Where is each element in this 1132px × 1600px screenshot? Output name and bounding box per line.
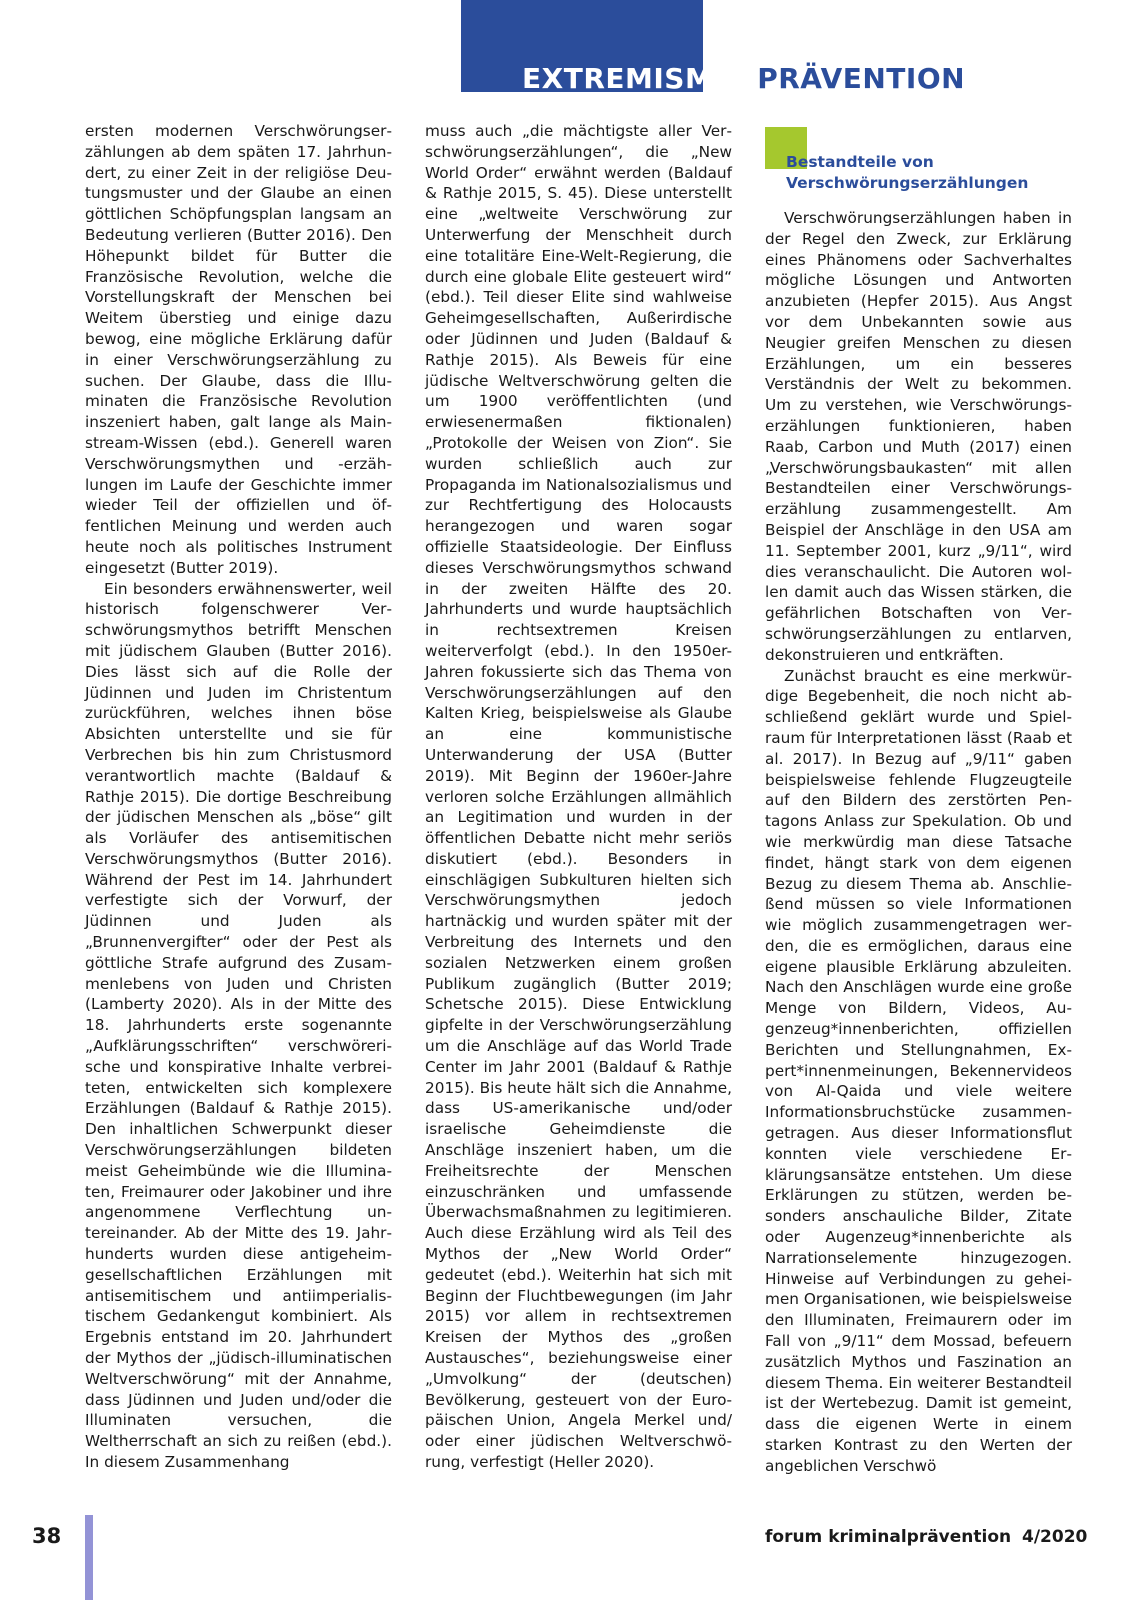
text-column-3 — [765, 208, 1072, 1477]
section-title-part1: EXTREMISMUS — [522, 62, 758, 95]
footer-accent-bar — [85, 1515, 93, 1600]
paragraph: ersten modernen Verschwörungserzählungen ab dem späten 17. Jahrhundert, zu einer Zeit in der religiöse Deutungsmuster und der Glaube an einen göttlichen Schöpfungsplan langsam an Bedeutung verlieren (Butter 2016). Den Höhepunkt bildet für Butter die Französische Revolution, welche die Vorstellungskraft der Menschen bei Weitem überstieg und einige dazu bewog, eine mögliche Erklärung dafür in einer Verschwörungserzählung zu suchen. Der Glaube, dass die Illuminaten die Französische Revolution inszeniert haben, galt lange als Mainstream-Wissen (ebd.). Generell waren Verschwörungsmythen und -erzählungen im Laufe der Geschichte immer wieder Teil der offiziellen und öffentlichen Meinung und werden auch heute noch als politisches Instrument eingesetzt (Butter 2019). — [85, 122, 392, 577]
paragraph: Ein besonders erwähnenswerter, weil historisch folgenschwerer Verschwörungsmythos betrifft Menschen mit jüdischem Glauben (Butter 2016). Dies lässt sich auf die Rolle der Jüdinnen und Juden im Christentum zurückführen, welches ihnen böse Absichten unterstellte und sie für Verbrechen bis hin zum Christusmord verantwortlich machte (Baldauf & Rathje 2015). Die dortige Beschreibung der jüdischen Menschen als „böse“ gilt als Vorläufer des antisemitischen Verschwörungsmythos (Butter 2016). Während der Pest im 14. Jahrhundert verfestigte sich der Vorwurf, der Jüdinnen und Juden als „Brunnenvergifter“ oder der Pest als göttliche Strafe aufgrund des Zusammenlebens von Juden und Christen (Lamberty 2020). Als in der Mitte des 18. Jahrhunderts erste sogenannte „Aufklärungsschriften“ verschwörerische und konspirative Inhalte verbreiteten, entwickelten sich komplexere Erzählungen (Baldauf & Rathje 2015). Den inhaltlichen Schwerpunkt dieser Verschwörungserzählungen bildeten meist Geheimbünde wie die Illuminaten, Freimaurer oder Jakobiner und ihre angenommene Verflechtung untereinander. Ab der Mitte des 19. Jahrhunderts wurden diese antigeheimgesellschaftlichen Erzählungen mit antisemitischem und antiimperialistischem Gedankengut kombiniert. Als Ergebnis entstand im 20. Jahrhundert der Mythos der „jüdisch-illuminatischen Weltverschwörung“ mit der Annahme, dass Jüdinnen und Juden und/oder die Illuminaten versuchen, die Weltherrschaft an sich zu reißen (ebd.). In diesem Zusammenhang — [85, 579, 392, 1471]
section-title-part2: PRÄVENTION — [757, 62, 966, 95]
text-column-1 — [85, 121, 392, 1473]
text-column-2 — [425, 121, 732, 1473]
page-number: 38 — [32, 1524, 62, 1548]
subheading: Bestandteile von Verschwörungserzählungen — [786, 153, 1029, 192]
paragraph: Verschwörungserzählungen haben in der Regel den Zweck, zur Erklärung eines Phänomens oder Sachverhaltes mögliche Lösungen und Antworten anzubieten (Hepfer 2015). Aus Angst vor dem Unbekannten sowie aus Neugier greifen Menschen zu diesen Erzählungen, um ein besseres Verständnis der Welt zu bekommen. Um zu verstehen, wie Verschwörungserzählungen funktionieren, haben Raab, Carbon und Muth (2017) einen „Verschwörungsbaukasten“ mit allen Bestandteilen einer Verschwörungserzählung zusammengestellt. Am Beispiel der Anschläge in den USA am 11. September 2001, kurz „9/11“, wird dies veranschaulicht. Die Autoren wollen damit auch das Wissen stärken, die gefährlichen Botschaften von Verschwörungserzählungen zu entlarven, dekonstruieren und entkräften. — [765, 209, 1072, 664]
publication-name: forum kriminalprävention — [765, 1527, 1012, 1547]
paragraph: Zunächst braucht es eine merkwürdige Begebenheit, die noch nicht abschließend geklärt wurde und Spielraum für Interpretationen lässt (Raab et al. 2017). In Bezug auf „9/11“ gaben beispielsweise fehlende Flugzeugteile auf den Bildern des zerstörten Pentagons Anlass zur Spekulation. Ob und wie merkwürdig man diese Tatsache findet, hängt stark von dem eigenen Bezug zu diesem Thema ab. Anschließend müssen so viele Informationen wie möglich zusammengetragen werden, die es ermöglichen, daraus eine eigene plausible Erklärung abzuleiten. Nach den Anschlägen wurde eine große Menge von Bildern, Videos, Augenzeug*innenberichten, offiziellen Berichten und Stellungnahmen, Expert*innenmeinungen, Bekennervideos von Al-Qaida und viele weitere Informationsbruchstücke zusammengetragen. Aus dieser Informationsflut konnten viele verschiedene Erklärungsansätze entstehen. Um diese Erklärungen zu stützen, werden besonders anschauliche Bilder, Zitate oder Augenzeug*innenberichte als Narrationselemente hinzugezogen. Hinweise auf Verbindungen zu geheimen Organisationen, wie beispielsweise den Illuminaten, Freimaurern oder im Fall von „9/11“ dem Mossad, befeuern zusätzlich Mythos und Faszination an diesem Thema. Ein weiterer Bestandteil ist der Wertebezug. Damit ist gemeint, dass die eigenen Werte in einem starken Kontrast zu den Werten der angeblichen Verschwö — [765, 666, 1072, 1475]
section-title — [522, 62, 965, 96]
issue-number: 4/2020 — [1022, 1527, 1088, 1547]
paragraph: muss auch „die mächtigste aller Verschwörungserzählungen“, die „New World Order“ erwähnt werden (Baldauf & Rathje 2015, S. 45). Diese unterstellt eine „weltweite Verschwörung zur Unterwerfung der Menschheit durch eine totalitäre Eine-Welt-Regierung, die durch eine globale Elite gesteuert wird“ (ebd.). Teil dieser Elite sind wahlweise Geheimgesellschaften, Außerirdische oder Jüdinnen und Juden (Baldauf & Rathje 2015). Als Beweis für eine jüdische Weltverschwörung gelten die um 1900 veröffentlichten (und erwiesenermaßen fiktionalen) „Protokolle der Weisen von Zion“. Sie wurden schließlich auch zur Propaganda im Nationalsozialismus und zur Rechtfertigung des Holocausts herangezogen und waren sogar offizielle Staatsideologie. Der Einfluss dieses Verschwörungsmythos schwand in der zweiten Hälfte des 20. Jahrhunderts und wurde hauptsächlich in rechtsextremen Kreisen weiterverfolgt (ebd.). In den 1950er-Jahren fokussierte sich das Thema von Verschwörungserzählungen auf den Kalten Krieg, beispielsweise als Glaube an eine kommunistische Unterwanderung der USA (Butter 2019). Mit Beginn der 1960er-Jahre verloren solche Erzählungen allmählich an Legitimation und wurden in der öffentlichen Debatte nicht mehr seriös diskutiert (ebd.). Besonders in einschlägigen Subkulturen hielten sich Verschwörungsmythen jedoch hartnäckig und wurden später mit der Verbreitung des Internets und den sozialen Netzwerken einem großen Publikum zugänglich (Butter 2019; Schetsche 2015). Diese Entwicklung gipfelte in der Verschwörungserzählung um die Anschläge auf das World Trade Center im Jahr 2001 (Baldauf & Rathje 2015). Bis heute hält sich die Annahme, dass US-amerikanische und/oder israelische Geheimdienste die Anschläge inszeniert haben, um die Freiheitsrechte der Menschen einzuschränken und umfassende Überwachsmaßnahmen zu legitimieren. Auch diese Erzählung wird als Teil des Mythos der „New World Order“ gedeutet (ebd.). Weiterhin hat sich mit Beginn der Fluchtbewegungen (im Jahr 2015) vor allem in rechtsextremen Kreisen der Mythos des „großen Austausches“, beziehungsweise einer „Umvolkung“ der (deutschen) Bevölkerung, gesteuert von der Europäischen Union, Angela Merkel und/ oder einer jüdischen Weltverschwörung, verfestigt (Heller 2020). — [425, 122, 732, 1471]
